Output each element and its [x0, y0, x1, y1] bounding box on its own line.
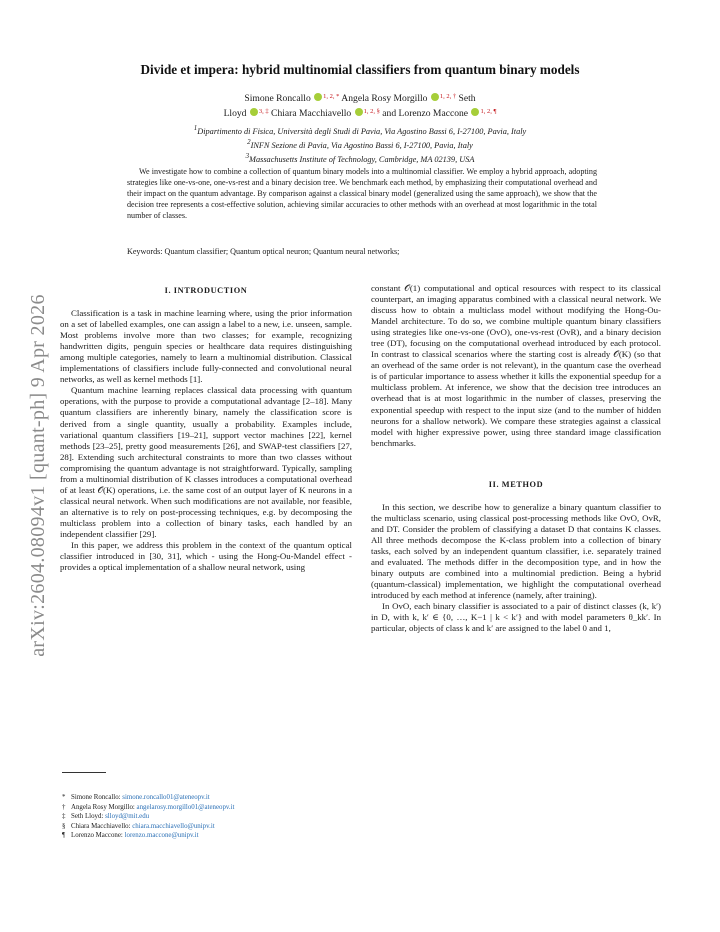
abstract: We investigate how to combine a collection of quantum binary models into a multinomial classifier. We employ a hybrid approach, adopting strategies like one-vs-one, one-vs-rest and a binary decision tree. We benchmark each method, by emphasizing their computational overhead and their impact on the quantum advantage. By comparison against a classical binary model (generalized using the same approach), we show that the decision tree represents a cost-effective solution, achieving similar accuracies to other methods with an overhead at most logarithmic in the total number of classes. — [127, 167, 597, 220]
paper-title: Divide et impera: hybrid multinomial classifiers from quantum binary models — [140, 62, 580, 77]
email-link[interactable]: chiara.macchiavello@unipv.it — [132, 822, 215, 830]
email-link[interactable]: lorenzo.maccone@unipv.it — [124, 832, 199, 840]
orcid-icon[interactable] — [314, 93, 322, 101]
affiliation-3: $^3$Massachusetts Institute of Technology, Cambridge, MA 02139, USA — [245, 152, 475, 164]
author-name: Simone Roncallo — [244, 93, 311, 104]
author-name: Seth — [458, 93, 476, 104]
method-paragraph-1: In this section, we describe how to generalize a binary quantum classifier to the multiclass scenario, using classical post-processing methods like OvO, OvR, and DT. Consider the problem of classifying a dataset D that contains K classes. All three methods decompose the K-class problem into a collection of binary tasks, each solved by an independent quantum classifier, i.e. separately trained and evaluated. The methods differ in the decomposition type, and in how the binary outputs are combined into a multinomial prediction. Being a hybrid (quantum-classical) implementation, we highlight the computational overhead introduced by each method at inference (namely, after training). — [371, 501, 661, 601]
author-marks: 3, ‡ — [258, 108, 269, 115]
footnote-item: * Simone Roncallo: simone.roncallo01@ateneopv.it — [62, 794, 210, 801]
author-marks: 1, 2, ¶ — [480, 108, 497, 115]
left-column — [60, 283, 352, 573]
arxiv-identifier-text: arXiv:2604.08094v1 [quant-ph] 9 Apr 2026 — [26, 293, 49, 657]
orcid-icon[interactable] — [250, 108, 258, 116]
intro-paragraph-1: Classification is a task in machine learning where, using the prior information on a set of labelled examples, one can assign a label to a new, i.e. unseen, sample. Most problems involve more than two classes; for example, recognizing handwritten digits, penguin species or healthcare data requires distinguishing among multiple categories, namely to learn a multinomial distribution. Classical implementations of classifiers include fully-connected and convolutional neural networks, as well as kernel methods [1]. — [60, 308, 352, 385]
author-marks: 1, 2, § — [363, 108, 380, 115]
intro-paragraph-3: In this paper, we address this problem in the context of the quantum optical classifier introduced in [30, 31], which - using the Hong-Ou-Mandel effect - provides a optical implementation of a shallow neural network, using — [60, 540, 352, 573]
footnote-item: § Chiara Macchiavello: chiara.macchiavello@unipv.it — [62, 822, 215, 830]
keywords: Keywords: Quantum classifier; Quantum optical neuron; Quantum neural networks; — [127, 247, 400, 256]
affiliation-2: $^2$INFN Sezione di Pavia, Via Agostino Bassi 6, I-27100, Pavia, Italy — [247, 138, 473, 150]
author-name: Lloyd — [223, 108, 247, 119]
section-heading-introduction: I. INTRODUCTION — [164, 286, 248, 295]
intro-paragraph-2: Quantum machine learning replaces classical data processing with quantum operations, with the purpose to provide a computational advantage [2–18]. Many quantum classifiers are inherently binary, namely the classification score is derived from a single quantity, usually a probability. Examples include, variational quantum classifiers [19–21], support vector machines [22], kernel methods [23–25], pretty good measurements [26], and SWAP-test classifiers [27, 28]. Extending such architectural constraints to more than two classes without compromising the quantum advantage is not straightforward. Typically, sampling from a multinomial distribution of K classes introduces a computational overhead of at least 𝒪(K) operations, i.e. the same cost of an output layer of K neurons in a classical neural network. When such modifications are not available, nor feasible, an alternative is to rely on post-processing techniques, e.g. by decomposing the multiclass problem into a collection of binary tasks, each handled by an independent classifier [29]. — [60, 385, 352, 539]
footnote-item: ‡ Seth Lloyd: slloyd@mit.edu — [62, 813, 150, 821]
section-heading-method: II. METHOD — [488, 479, 544, 489]
affiliations — [100, 123, 620, 164]
author-line-2 — [120, 105, 600, 120]
arxiv-identifier-stamp — [18, 250, 58, 700]
method-paragraph-2: In OvO, each binary classifier is associated to a pair of distinct classes (k, k′) in D, with k, k′ ∈ {0, …, K−1 | k < k′} and with model parameters θ_kk′. In particular, objects of class k and k′ are assigned to the label 0 and 1, — [371, 601, 661, 634]
author-list — [120, 90, 600, 120]
footnote-item: † Angela Rosy Morgillo: angelarosy.morgillo01@ateneopv.it — [62, 803, 235, 811]
email-link[interactable]: angelarosy.morgillo01@ateneopv.it — [136, 803, 235, 811]
footnote-item: ¶ Lorenzo Maccone: lorenzo.maccone@unipv.it — [62, 832, 199, 840]
orcid-icon[interactable] — [471, 108, 479, 116]
author-marks: 1, 2, * — [323, 93, 340, 100]
author-name: Chiara Macchiavello — [271, 108, 352, 119]
author-name: Angela Rosy Morgillo — [341, 93, 428, 104]
orcid-icon[interactable] — [355, 108, 363, 116]
right-column — [371, 283, 661, 634]
email-link[interactable]: simone.roncallo01@ateneopv.it — [122, 794, 210, 801]
footnotes — [62, 793, 362, 841]
email-link[interactable]: slloyd@mit.edu — [105, 813, 150, 821]
affiliation-1: $^1$Dipartimento di Fisica, Università degli Studi di Pavia, Via Agostino Bassi 6, I-27100, Pavia, Italy — [193, 125, 527, 136]
orcid-icon[interactable] — [431, 93, 439, 101]
author-marks: 1, 2, † — [439, 93, 457, 100]
author-name: and Lorenzo Maccone — [382, 108, 469, 119]
author-line-1 — [120, 90, 600, 105]
intro-paragraph-4: constant 𝒪(1) computational and optical resources with respect to its classical counterpart, an imaging apparatus combined with a classical neural network. We discuss how to obtain a multiclass model without modifying the Hong-Ou-Mandel architecture. To do so, we combine multiple quantum binary classifiers using strategies like one-vs-one (OvO), one-vs-rest (OvR), and a binary decision tree (DT), focusing on the computational overhead introduced by each protocol. In contrast to classical scenarios where the starting cost is already 𝒪(K) (so that an overhead of the same order is not relevant), in the quantum case the overhead is of particular importance to assess whether it kills the exponential speedup for a multiclass problem. At inference, we show that the decision tree introduces an overhead that is at most logarithmic in the number of classes, preserving the exponential speedup with respect to the input size (and to the number of hidden neurons for a shallow network). We compare these strategies against a classical model with higher expressive power, using three standard image classification benchmarks. — [371, 283, 661, 448]
footnote-divider — [62, 772, 106, 773]
